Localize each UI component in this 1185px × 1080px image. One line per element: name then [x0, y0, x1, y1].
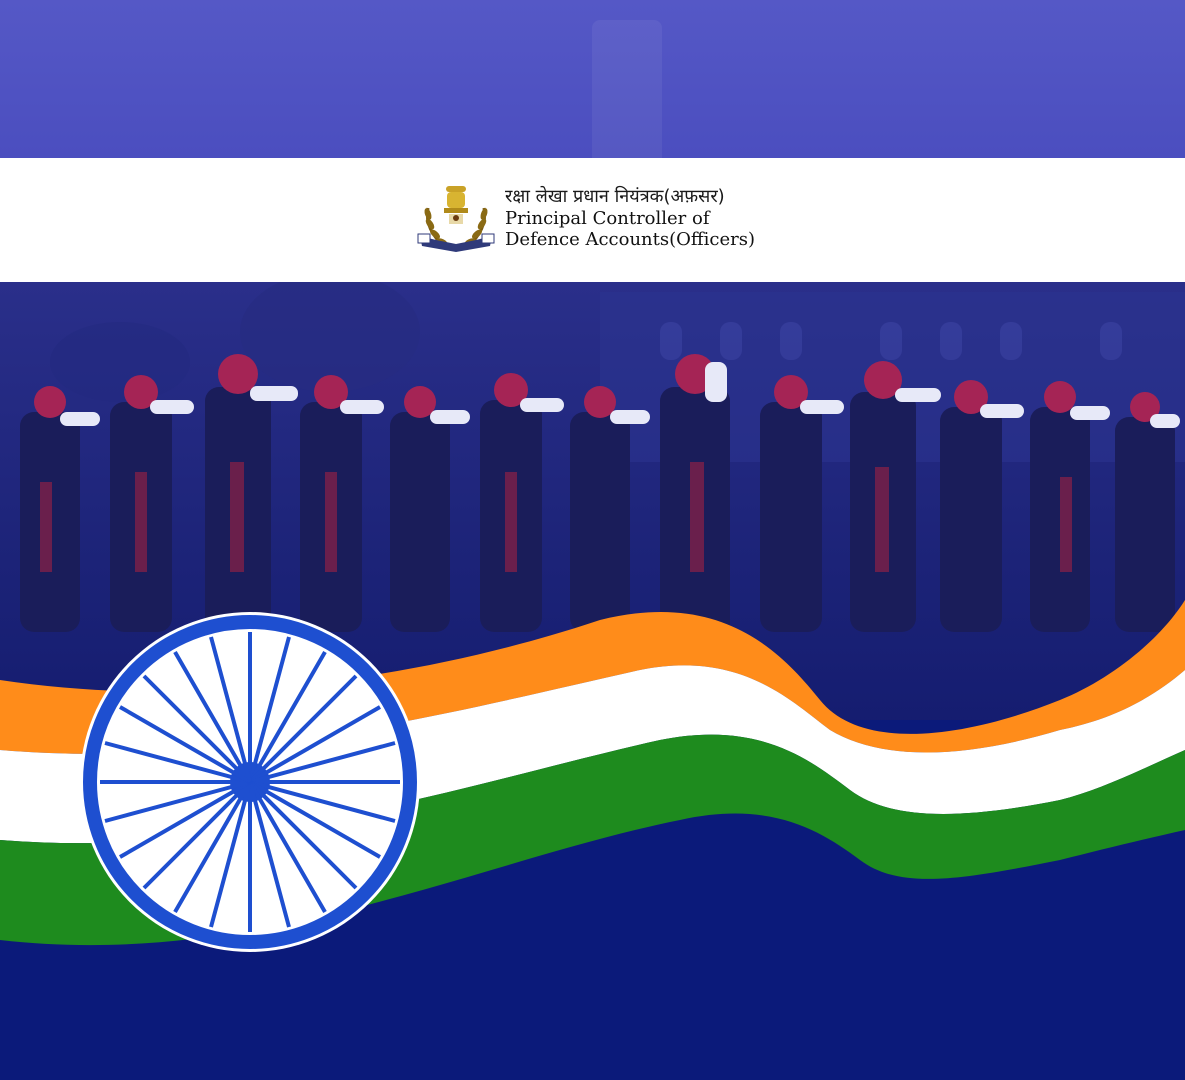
title-line-1: Principal Controller of [505, 208, 710, 229]
title-hindi: रक्षा लेखा प्रधान नियंत्रक(अफ़सर) [505, 186, 725, 207]
tricolour-flag-wave [0, 560, 1185, 1000]
ashoka-chakra-icon [80, 612, 420, 952]
title-line-2: Defence Accounts(Officers) [505, 229, 756, 250]
background-tower [592, 20, 662, 158]
organization-title [505, 186, 755, 250]
department-emblem-icon [416, 178, 496, 258]
